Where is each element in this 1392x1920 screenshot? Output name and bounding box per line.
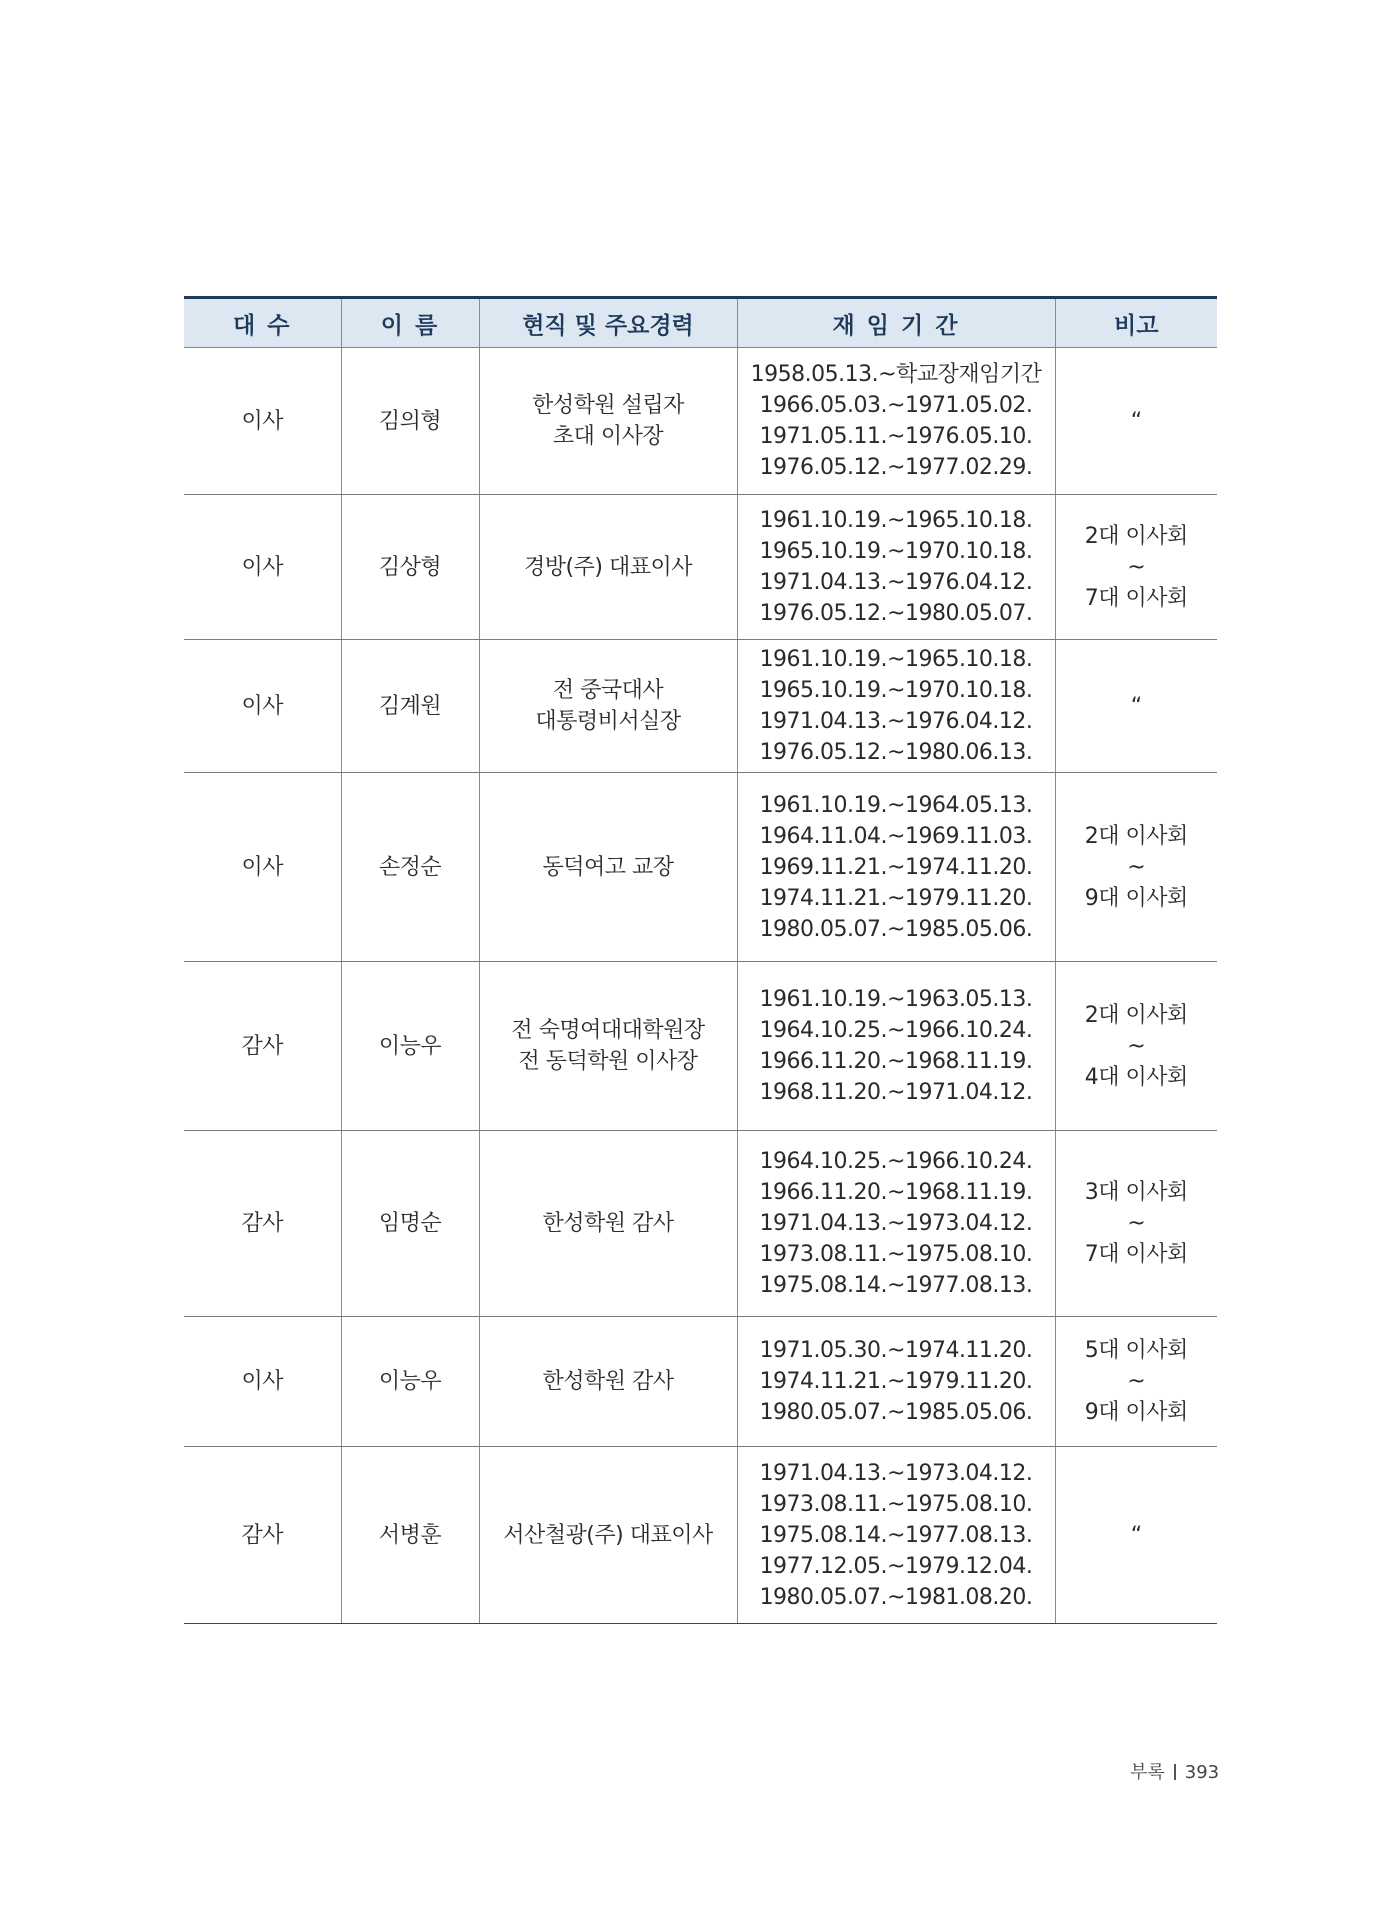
note-line: 7대 이사회: [1084, 1242, 1188, 1267]
term-cell: [737, 773, 1055, 962]
name-cell: 김상형: [341, 495, 479, 640]
note-line: 2대 이사회: [1084, 1002, 1188, 1028]
note-line: 2대 이사회: [1084, 523, 1188, 549]
generation-cell: 이사: [184, 495, 341, 640]
term-line: 1969.11.21.~1974.11.20.: [759, 854, 1033, 880]
term-line: 1961.10.19.~1964.05.13.: [759, 792, 1033, 818]
term-line: 1974.11.21.~1979.11.20.: [759, 1369, 1033, 1394]
note-line: 4대 이사회: [1084, 1064, 1188, 1090]
term-cell: [737, 640, 1055, 773]
name-cell: 이능우: [341, 1317, 479, 1447]
career-cell: [479, 495, 737, 640]
generation-cell: 이사: [184, 348, 341, 495]
note-cell: [1055, 348, 1217, 495]
career-cell: [479, 348, 737, 495]
note-line: 5대 이사회: [1084, 1338, 1188, 1363]
term-line: 1975.08.14.~1977.08.13.: [759, 1273, 1033, 1298]
note-cell: [1055, 495, 1217, 640]
note-line: ~: [1127, 554, 1146, 580]
term-line: 1964.10.25.~1966.10.24.: [759, 1149, 1033, 1174]
career-line: 동덕여고 교장: [542, 854, 674, 880]
term-line: 1971.04.13.~1976.04.12.: [759, 709, 1033, 734]
term-line: 1971.04.13.~1973.04.12.: [759, 1460, 1033, 1486]
name-cell: 이능우: [341, 962, 479, 1131]
term-line: 1980.05.07.~1981.08.20.: [759, 1584, 1033, 1610]
table-row: [184, 640, 1217, 773]
career-line: 대통령비서실장: [535, 709, 681, 734]
term-line: 1971.05.11.~1976.05.10.: [759, 424, 1033, 449]
term-line: 1966.11.20.~1968.11.19.: [759, 1049, 1033, 1074]
table-row: [184, 348, 1217, 495]
career-line: 한성학원 설립자: [532, 393, 684, 418]
board-members-table: [184, 296, 1217, 1624]
term-line: 1964.11.04.~1969.11.03.: [759, 823, 1033, 849]
term-line: 1965.10.19.~1970.10.18.: [759, 678, 1033, 703]
table-row: [184, 1447, 1217, 1624]
header-term: 재 임 기 간: [737, 298, 1055, 348]
note-line: ~: [1127, 854, 1146, 880]
table-header-row: [184, 298, 1217, 348]
term-line: 1976.05.12.~1980.05.07.: [759, 601, 1033, 626]
term-line: 1976.05.12.~1980.06.13.: [759, 740, 1033, 765]
note-line: “: [1130, 693, 1142, 719]
footer-divider: [1174, 1764, 1176, 1780]
note-line: 7대 이사회: [1084, 585, 1188, 611]
note-cell: [1055, 1317, 1217, 1447]
page-number: 393: [1184, 1762, 1220, 1783]
career-line: 한성학원 감사: [542, 1211, 674, 1236]
term-line: 1974.11.21.~1979.11.20.: [759, 885, 1033, 911]
term-line: 1966.05.03.~1971.05.02.: [759, 393, 1033, 418]
term-line: 1980.05.07.~1985.05.06.: [759, 916, 1033, 942]
term-line: 1971.04.13.~1976.04.12.: [759, 570, 1033, 595]
name-cell: 서병훈: [341, 1447, 479, 1624]
career-cell: [479, 1447, 737, 1624]
note-cell: [1055, 1447, 1217, 1624]
term-line: 1961.10.19.~1965.10.18.: [759, 508, 1033, 533]
note-line: “: [1130, 1522, 1142, 1548]
note-line: ~: [1127, 1033, 1146, 1059]
name-cell: 김의형: [341, 348, 479, 495]
generation-cell: 이사: [184, 773, 341, 962]
career-cell: [479, 1317, 737, 1447]
generation-cell: 이사: [184, 1317, 341, 1447]
term-line: 1973.08.11.~1975.08.10.: [759, 1242, 1033, 1267]
term-cell: [737, 1317, 1055, 1447]
table-row: [184, 773, 1217, 962]
note-cell: [1055, 962, 1217, 1131]
career-cell: [479, 640, 737, 773]
header-career: 현직 및 주요경력: [479, 298, 737, 348]
career-line: 한성학원 감사: [542, 1369, 674, 1394]
note-line: ~: [1127, 1369, 1146, 1394]
career-line: 전 동덕학원 이사장: [518, 1049, 698, 1074]
career-line: 서산철광(주) 대표이사: [503, 1522, 713, 1548]
note-line: 3대 이사회: [1084, 1180, 1188, 1205]
term-line: 1971.04.13.~1973.04.12.: [759, 1211, 1033, 1236]
note-line: 9대 이사회: [1084, 885, 1188, 911]
term-cell: [737, 962, 1055, 1131]
career-line: 전 중국대사: [552, 678, 664, 703]
term-line: 1976.05.12.~1977.02.29.: [759, 455, 1033, 480]
note-line: “: [1130, 408, 1142, 434]
career-line: 경방(주) 대표이사: [524, 554, 692, 580]
term-line: 1966.11.20.~1968.11.19.: [759, 1180, 1033, 1205]
term-line: 1961.10.19.~1963.05.13.: [759, 987, 1033, 1012]
header-name: 이 름: [341, 298, 479, 348]
term-line: 1964.10.25.~1966.10.24.: [759, 1018, 1033, 1043]
term-line: 1975.08.14.~1977.08.13.: [759, 1522, 1033, 1548]
term-line: 1977.12.05.~1979.12.04.: [759, 1553, 1033, 1579]
career-cell: [479, 962, 737, 1131]
term-line: 1965.10.19.~1970.10.18.: [759, 539, 1033, 564]
table-row: [184, 1317, 1217, 1447]
generation-cell: 감사: [184, 962, 341, 1131]
generation-cell: 감사: [184, 1447, 341, 1624]
header-generation: 대 수: [184, 298, 341, 348]
note-cell: [1055, 773, 1217, 962]
table-row: [184, 1131, 1217, 1317]
note-cell: [1055, 1131, 1217, 1317]
term-cell: [737, 495, 1055, 640]
term-line: 1958.05.13.~학교장재임기간: [750, 362, 1042, 387]
page-footer: [1130, 1758, 1219, 1784]
term-line: 1968.11.20.~1971.04.12.: [759, 1080, 1033, 1105]
generation-cell: 감사: [184, 1131, 341, 1317]
table-row: [184, 962, 1217, 1131]
name-cell: 손정순: [341, 773, 479, 962]
career-cell: [479, 773, 737, 962]
term-cell: [737, 1447, 1055, 1624]
term-line: 1973.08.11.~1975.08.10.: [759, 1491, 1033, 1517]
note-line: 9대 이사회: [1084, 1400, 1188, 1425]
generation-cell: 이사: [184, 640, 341, 773]
note-cell: [1055, 640, 1217, 773]
note-line: ~: [1127, 1211, 1146, 1236]
table-row: [184, 495, 1217, 640]
career-line: 전 숙명여대대학원장: [511, 1018, 705, 1043]
note-line: 2대 이사회: [1084, 823, 1188, 849]
name-cell: 김계원: [341, 640, 479, 773]
footer-section: 부록: [1130, 1762, 1165, 1783]
career-cell: [479, 1131, 737, 1317]
term-line: 1971.05.30.~1974.11.20.: [759, 1338, 1033, 1363]
career-line: 초대 이사장: [552, 424, 664, 449]
term-cell: [737, 1131, 1055, 1317]
term-line: 1961.10.19.~1965.10.18.: [759, 647, 1033, 672]
name-cell: 임명순: [341, 1131, 479, 1317]
term-line: 1980.05.07.~1985.05.06.: [759, 1400, 1033, 1425]
term-cell: [737, 348, 1055, 495]
header-note: 비고: [1055, 298, 1217, 348]
